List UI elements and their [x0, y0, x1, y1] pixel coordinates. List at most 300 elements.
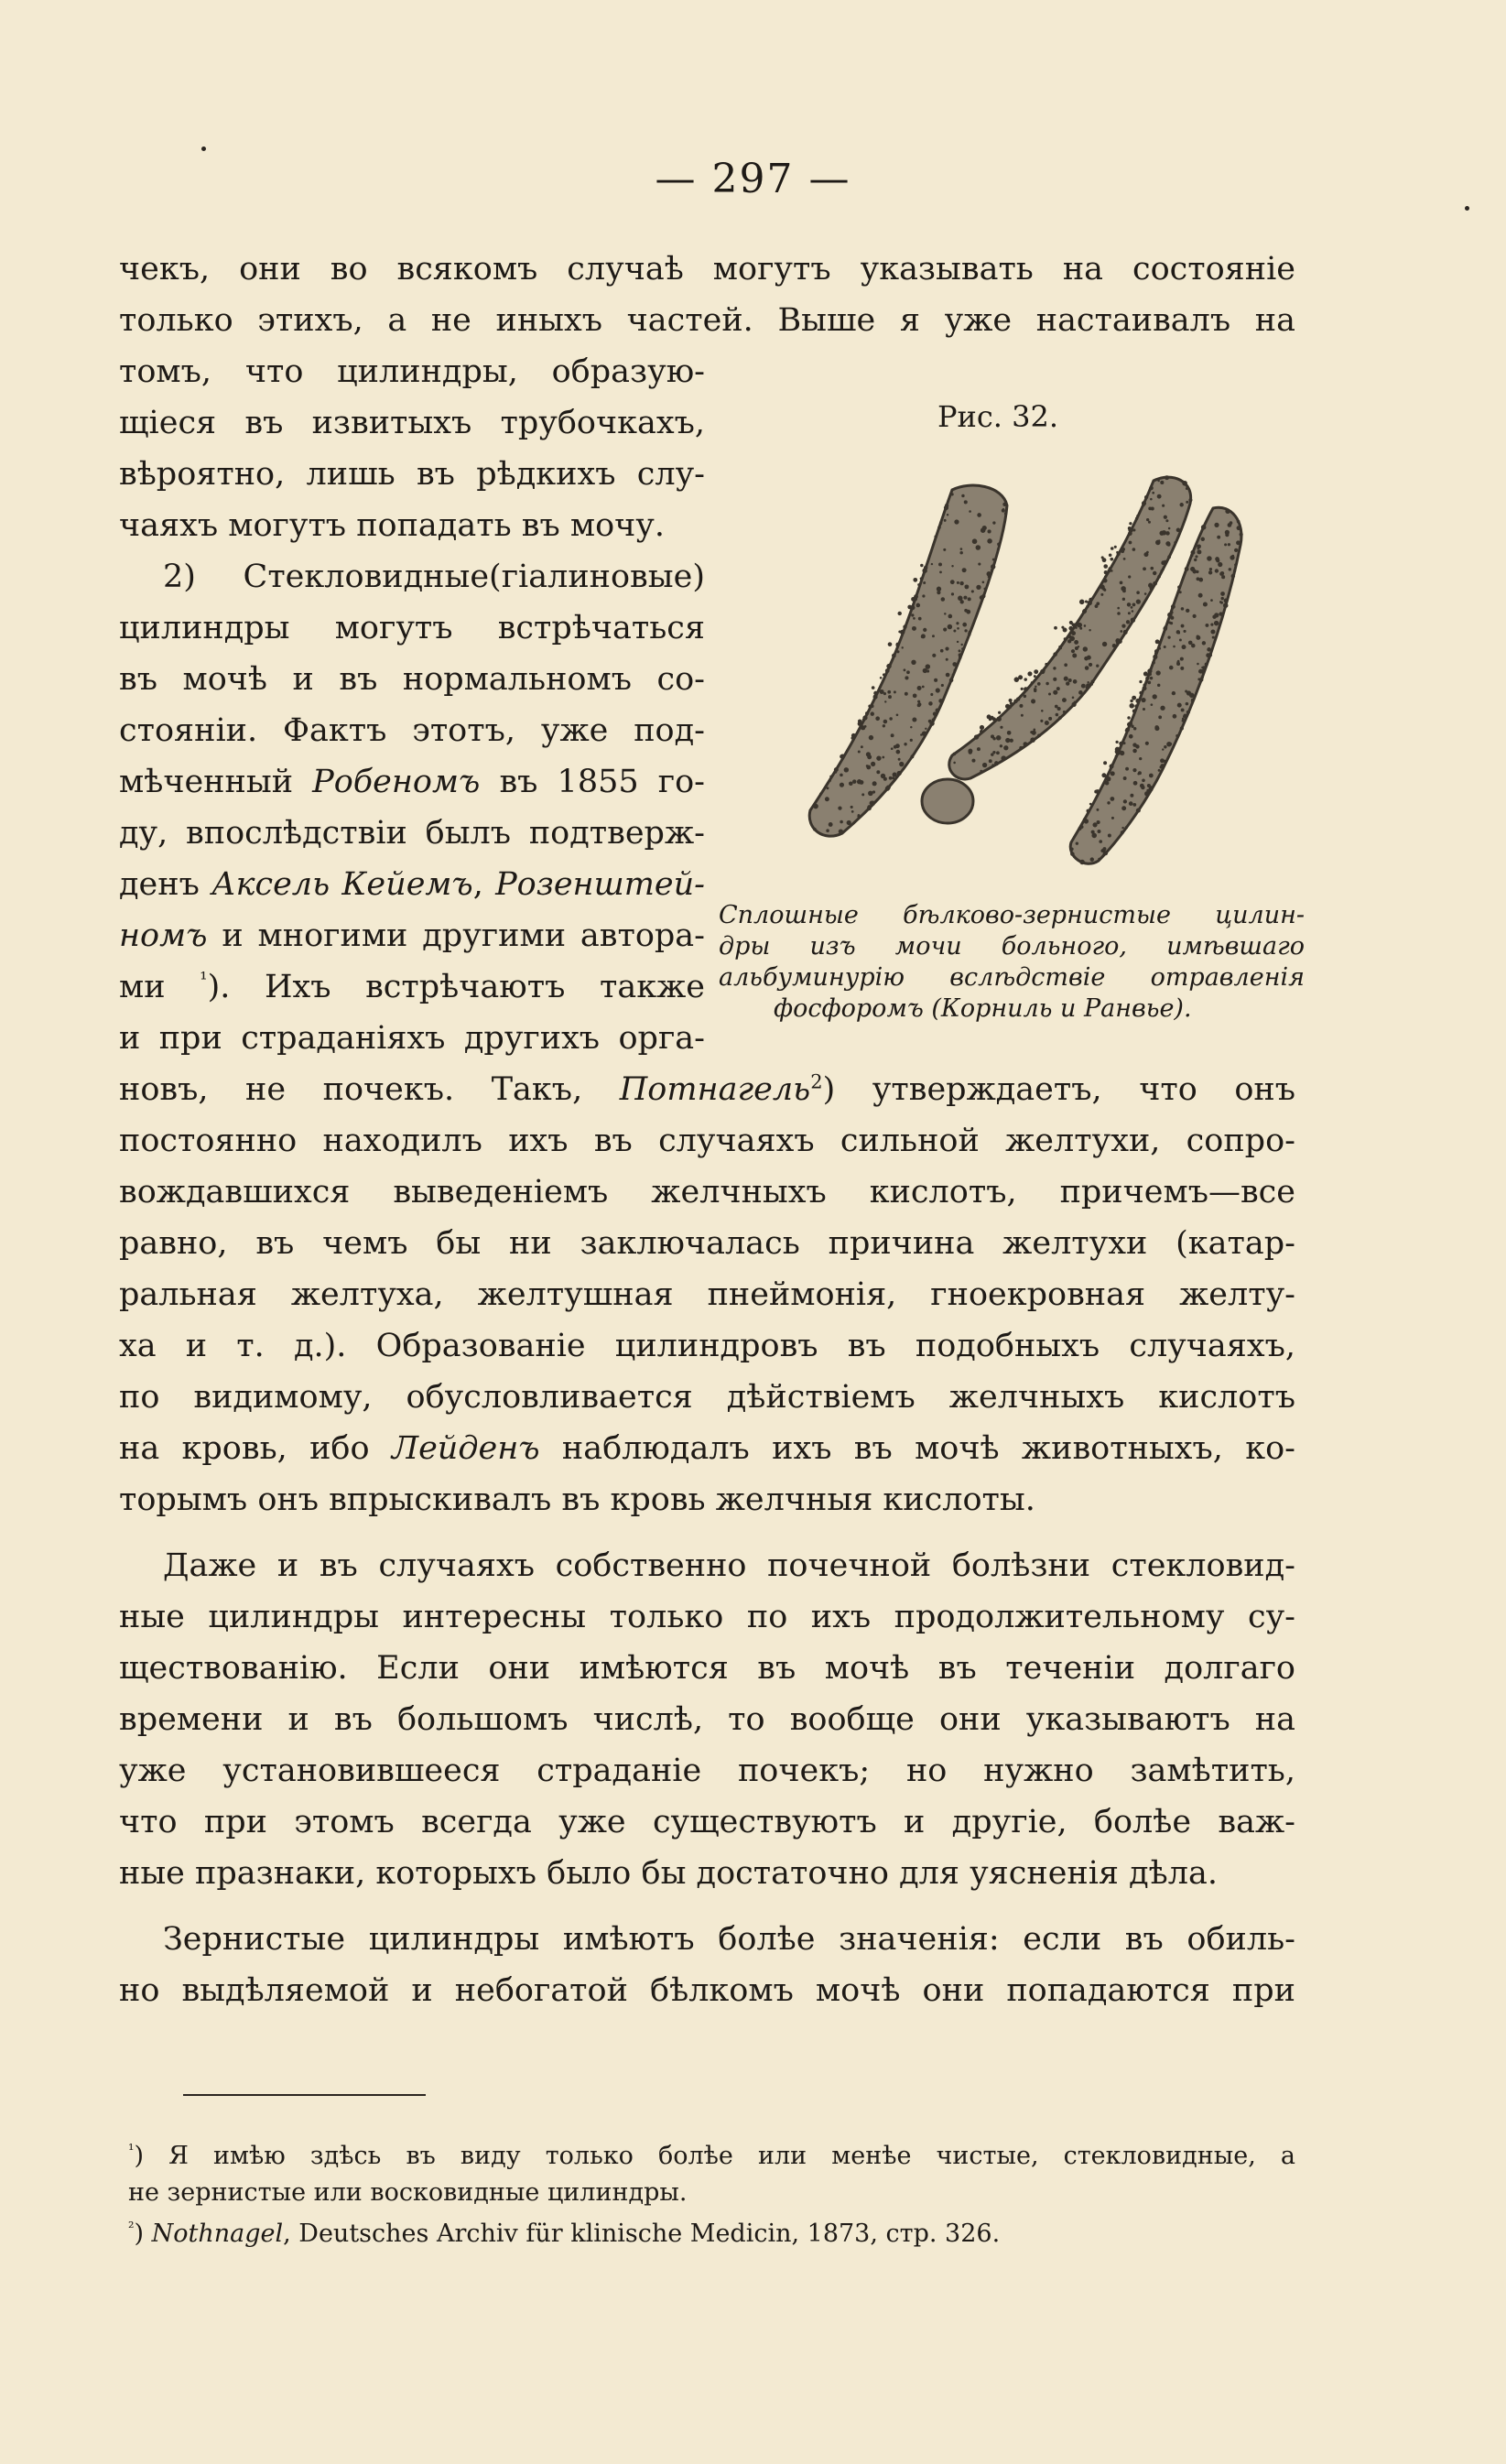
stipple-dot: [1149, 486, 1154, 491]
stipple-dot: [938, 699, 943, 703]
stipple-dot: [923, 570, 926, 572]
stipple-dot: [1215, 569, 1219, 572]
stipple-dot: [1131, 725, 1133, 728]
stipple-dot: [1164, 560, 1167, 564]
text-span: и многими другими автора-: [207, 917, 705, 954]
stipple-dot: [1234, 563, 1237, 566]
stipple-dot: [922, 686, 925, 689]
stipple-dot: [917, 686, 922, 690]
stipple-dot: [977, 513, 981, 517]
text-line: [119, 1796, 1295, 1848]
stipple-dot: [827, 787, 829, 789]
stipple-dot: [1197, 548, 1198, 549]
stipple-dot: [1101, 556, 1104, 559]
stipple-dot: [1121, 806, 1126, 810]
stipple-dot: [1101, 773, 1106, 777]
stipple-dot: [905, 692, 908, 696]
stipple-dot: [1035, 686, 1036, 688]
stipple-dot: [869, 735, 873, 740]
stipple-dot: [826, 829, 829, 832]
stipple-dot: [1205, 663, 1208, 667]
stipple-dot: [976, 545, 981, 550]
stipple-dot: [1101, 581, 1103, 583]
stipple-dot: [1158, 769, 1161, 772]
stipple-dot: [996, 751, 1000, 754]
stipple-dot: [834, 767, 839, 772]
stipple-dot: [1200, 669, 1205, 674]
stipple-dot: [1116, 551, 1119, 554]
stipple-dot: [858, 814, 861, 817]
stipple-dot: [987, 538, 992, 544]
stipple-dot: [1095, 789, 1100, 794]
stipple-dot: [969, 630, 971, 633]
stipple-dot: [1231, 555, 1234, 558]
stipple-dot: [1132, 768, 1136, 772]
stipple-dot: [1135, 517, 1138, 520]
stipple-dot: [991, 764, 993, 765]
stipple-dot: [1157, 494, 1162, 499]
stipple-dot: [1056, 687, 1060, 690]
stipple-dot: [1130, 703, 1135, 709]
stipple-dot: [1129, 801, 1133, 806]
stipple-dot: [897, 771, 902, 776]
stipple-dot: [891, 747, 894, 750]
stipple-dot: [1077, 623, 1082, 628]
text-span: ха и т. д.). Образованіе цилиндровъ въ подобныхъ случаяхъ,: [119, 1328, 1295, 1364]
stipple-dot: [829, 822, 833, 827]
stipple-dot: [1004, 512, 1007, 515]
text-line: [119, 449, 705, 500]
stipple-dot: [1182, 718, 1185, 721]
text-span: мѣченный: [119, 764, 313, 800]
stipple-dot: [1130, 700, 1132, 702]
stipple-dot: [989, 759, 992, 763]
stipple-dot: [920, 578, 923, 581]
stipple-dot: [1153, 581, 1157, 586]
stipple-dot: [1165, 475, 1169, 480]
stipple-dot: [959, 581, 963, 585]
stipple-dot: [1168, 622, 1171, 624]
stipple-dot: [844, 767, 849, 772]
stipple-dot: [1186, 487, 1188, 490]
stipple-dot: [1111, 570, 1113, 572]
stipple-dot: [1179, 503, 1183, 506]
stipple-dot: [1123, 736, 1126, 739]
stipple-dot: [1202, 641, 1206, 645]
stipple-dot: [1197, 663, 1199, 666]
stipple-dot: [1170, 616, 1174, 620]
stipple-dot: [1114, 546, 1117, 548]
stipple-dot: [1237, 520, 1241, 524]
stipple-dot: [1110, 558, 1113, 561]
stipple-dot: [936, 688, 940, 692]
stipple-dot: [1237, 526, 1241, 530]
italic-name: Nothnagel: [151, 2220, 284, 2248]
stipple-dot: [980, 595, 984, 600]
stipple-dot: [1103, 851, 1108, 855]
text-line: [119, 1745, 1295, 1796]
stipple-dot: [959, 653, 962, 657]
italic-name: Робеномъ: [312, 764, 481, 800]
stipple-dot: [1191, 700, 1194, 702]
stipple-dot: [953, 762, 956, 765]
stipple-dot: [1089, 629, 1090, 631]
stipple-dot: [1180, 657, 1184, 661]
text-span: томъ, что цилиндры, образую-: [119, 353, 705, 390]
stipple-dot: [829, 779, 831, 782]
stipple-dot: [1024, 678, 1026, 680]
stipple-dot: [1071, 649, 1075, 653]
stipple-dot: [1053, 652, 1057, 657]
text-span: постоянно находилъ ихъ въ случаяхъ сильной желтухи, сопро-: [119, 1123, 1295, 1159]
stipple-dot: [860, 780, 864, 785]
stipple-dot: [1171, 604, 1176, 609]
stipple-dot: [1182, 720, 1185, 722]
stipple-dot: [1197, 549, 1201, 554]
stipple-dot: [1145, 742, 1149, 745]
stipple-dot: [1053, 667, 1056, 669]
stipple-dot: [872, 781, 877, 786]
stipple-dot: [1150, 677, 1153, 679]
stipple-dot: [1135, 699, 1140, 703]
stipple-dot: [1131, 606, 1133, 609]
stipple-dot: [1181, 607, 1185, 611]
stipple-dot: [997, 548, 1000, 551]
text-span: новъ, не почекъ. Такъ,: [119, 1071, 620, 1108]
stipple-dot: [1192, 570, 1197, 574]
stipple-dot: [1067, 639, 1071, 643]
stipple-dot: [871, 762, 875, 766]
text-span: времени и въ большомъ числѣ, то вообще они указываютъ на: [119, 1701, 1295, 1738]
stipple-dot: [1078, 690, 1083, 695]
stipple-dot: [1143, 505, 1145, 507]
stipple-dot: [1157, 684, 1160, 687]
text-span: щіеся въ извитыхъ трубочкахъ,: [119, 405, 705, 441]
stipple-dot: [1212, 615, 1216, 619]
text-span: торымъ онъ впрыскивалъ въ кровь желчныя кислоты.: [119, 1482, 1035, 1518]
stipple-dot: [1198, 578, 1203, 582]
stipple-dot: [1070, 847, 1074, 851]
stipple-dot: [910, 726, 912, 728]
stipple-dot: [885, 668, 890, 673]
stipple-dot: [1034, 669, 1038, 674]
stipple-dot: [1144, 495, 1148, 499]
stipple-dot: [865, 711, 869, 715]
stipple-dot: [1123, 776, 1127, 780]
stipple-dot: [1103, 761, 1107, 765]
stipple-dot: [971, 759, 975, 763]
stipple-dot: [1076, 841, 1078, 844]
stipple-dot: [1190, 554, 1194, 558]
stipple-dot: [1121, 827, 1123, 829]
stipple-dot: [1194, 559, 1197, 561]
text-line: [119, 1218, 1295, 1269]
stipple-dot: [961, 647, 964, 650]
stipple-dot: [1002, 509, 1005, 513]
stipple-dot: [840, 754, 844, 757]
stipple-dot: [1019, 704, 1023, 708]
stipple-dot: [982, 526, 987, 530]
stipple-dot: [1177, 585, 1181, 589]
stipple-dot: [1000, 726, 1002, 729]
stipple-dot: [1164, 646, 1166, 648]
stipple-dot: [883, 720, 888, 724]
stipple-dot: [1111, 547, 1114, 550]
stipple-dot: [868, 704, 871, 707]
stipple-dot: [1107, 801, 1110, 804]
stipple-dot: [896, 650, 899, 653]
stipple-dot: [949, 678, 954, 683]
stipple-dot: [1053, 690, 1057, 695]
stipple-dot: [1154, 649, 1158, 653]
text-line: [119, 1694, 1295, 1745]
stipple-dot: [1152, 492, 1154, 494]
stipple-dot: [1128, 612, 1131, 614]
stipple-dot: [1110, 764, 1114, 768]
stipple-dot: [1173, 714, 1177, 719]
text-line: [119, 1013, 705, 1064]
stipple-dot: [1207, 556, 1212, 561]
stipple-dot: [1180, 667, 1184, 670]
stipple-dot: [1104, 575, 1107, 578]
stipple-dot: [872, 686, 875, 689]
stipple-dot: [840, 774, 843, 777]
stipple-dot: [1139, 691, 1143, 695]
stipple-dot: [1231, 574, 1236, 579]
stipple-dot: [905, 676, 908, 679]
stipple-dot: [851, 810, 854, 813]
stipple-dot: [1005, 704, 1010, 709]
italic-name: Аксель Кейемъ: [211, 866, 473, 903]
stipple-dot: [1147, 784, 1151, 787]
stipple-dot: [1203, 602, 1208, 606]
stipple-dot: [1089, 663, 1092, 667]
stipple-dot: [943, 627, 947, 631]
stipple-dot: [992, 751, 995, 754]
stipple-dot: [1045, 729, 1046, 731]
stipple-dot: [962, 623, 967, 627]
stipple-dot: [991, 734, 994, 738]
stipple-dot: [1181, 624, 1185, 628]
stipple-dot: [1143, 708, 1145, 711]
text-line: [119, 808, 705, 859]
stipple-dot: [964, 629, 967, 632]
stipple-dot: [882, 756, 884, 759]
text-span: денъ: [119, 866, 212, 903]
stipple-dot: [1210, 629, 1215, 634]
stipple-dot: [1064, 637, 1067, 640]
stipple-dot: [1129, 734, 1133, 739]
stipple-dot: [851, 737, 853, 740]
stipple-dot: [887, 690, 891, 694]
stipple-dot: [1132, 803, 1136, 807]
stipple-dot: [921, 634, 926, 638]
stipple-dot: [1139, 680, 1142, 683]
stipple-dot: [1176, 734, 1178, 737]
stipple-dot: [1153, 694, 1157, 699]
stipple-dot: [1162, 748, 1164, 750]
stipple-dot: [899, 762, 904, 766]
stipple-dot: [959, 551, 962, 554]
stipple-dot: [1131, 618, 1135, 623]
stipple-dot: [1212, 636, 1215, 639]
stipple-dot: [1128, 727, 1130, 729]
stipple-dot: [1063, 711, 1066, 713]
stipple-dot: [1066, 681, 1069, 685]
stipple-dot: [944, 519, 947, 522]
stipple-dot: [886, 785, 891, 789]
stipple-dot: [1186, 609, 1189, 613]
stipple-dot: [978, 562, 981, 565]
body-line: только этихъ, а не иныхъ частей. Выше я уже настаивалъ на: [119, 302, 1295, 339]
stipple-dot: [839, 829, 843, 833]
italic-name: Потнагель: [619, 1071, 811, 1108]
stipple-dot: [873, 695, 878, 700]
stipple-dot: [1177, 660, 1180, 663]
stipple-dot: [1089, 598, 1092, 602]
cylinder-left: [809, 485, 1007, 836]
stipple-dot: [1125, 826, 1128, 829]
stipple-dot: [974, 734, 979, 739]
stipple-dot: [1197, 635, 1199, 638]
stipple-dot: [964, 584, 969, 589]
caption-line: дры изъ мочи больного, имѣвшаго: [719, 932, 1305, 961]
stipple-dot: [1219, 601, 1222, 603]
stipple-dot: [1041, 710, 1044, 712]
stipple-dot: [1188, 498, 1192, 502]
stipple-dot: [980, 730, 983, 733]
stipple-dot: [1123, 630, 1126, 633]
stipple-dot: [960, 548, 963, 550]
stipple-dot: [1186, 702, 1189, 706]
stipple-dot: [932, 635, 935, 637]
text-span: ми: [119, 969, 200, 1005]
stipple-dot: [1176, 528, 1181, 533]
stipple-dot: [874, 691, 878, 695]
stipple-dot: [1110, 797, 1114, 801]
stipple-dot: [840, 820, 843, 824]
stipple-dot: [898, 758, 901, 761]
stipple-dot: [1230, 521, 1233, 525]
stipple-dot: [895, 643, 899, 646]
text-line: [119, 1320, 1295, 1372]
stipple-dot: [894, 690, 896, 693]
stipple-dot: [994, 762, 998, 765]
stipple-dot: [1207, 647, 1211, 652]
stipple-dot: [1048, 692, 1051, 695]
stipple-dot: [961, 494, 964, 497]
stipple-dot: [1234, 548, 1238, 552]
stipple-dot: [866, 765, 871, 770]
stipple-dot: [876, 755, 881, 760]
stipple-dot: [871, 711, 874, 715]
stipple-dot: [1086, 809, 1089, 813]
stipple-dot: [866, 752, 871, 756]
stipple-dot: [1123, 742, 1126, 744]
stipple-dot: [1136, 809, 1141, 813]
stipple-dot: [910, 754, 914, 758]
stipple-dot: [1143, 671, 1148, 676]
text-line: [119, 654, 705, 705]
stipple-dot: [1074, 640, 1078, 645]
stipple-dot: [1160, 765, 1164, 769]
stipple-dot: [1007, 731, 1012, 735]
stipple-dot: [1115, 741, 1118, 744]
stipple-dot: [1224, 598, 1229, 602]
text-line: [119, 1064, 1295, 1115]
stipple-dot: [1086, 605, 1089, 608]
stipple-dot: [1123, 558, 1126, 560]
stipple-dot: [945, 646, 948, 650]
stipple-dot: [1027, 671, 1032, 676]
stipple-dot: [1091, 833, 1097, 839]
stipple-dot: [971, 590, 974, 592]
stipple-dot: [883, 673, 885, 676]
stipple-dot: [1176, 630, 1180, 634]
stipple-dot: [902, 646, 904, 648]
figure-illustration: [787, 458, 1263, 879]
stipple-dot: [1000, 744, 1002, 747]
stipple-dot: [1158, 715, 1162, 719]
stipple-dot: [1162, 530, 1166, 535]
stipple-dot: [888, 642, 893, 646]
stipple-dot: [1202, 538, 1205, 541]
text-span: Даже и въ случаяхъ собственно почечной болѣзни стекловид-: [163, 1547, 1295, 1584]
stipple-dot: [977, 747, 981, 751]
footnote-mark: ²: [128, 2219, 135, 2236]
stipple-dot: [1199, 678, 1204, 682]
stipple-dot: [951, 493, 954, 495]
stipple-dot: [1214, 621, 1219, 626]
stipple-dot: [1163, 626, 1167, 631]
stipple-dot: [1089, 803, 1092, 806]
stipple-dot: [934, 678, 937, 682]
text-line: [119, 1591, 1295, 1643]
stipple-dot: [1160, 570, 1163, 572]
stipple-dot: [1164, 745, 1166, 748]
stipple-dot: [1037, 682, 1041, 686]
stipple-dot: [1061, 626, 1064, 629]
stipple-dot: [963, 596, 967, 600]
stipple-dot: [1186, 514, 1187, 516]
stipple-dot: [924, 566, 927, 570]
stipple-dot: [1179, 639, 1182, 642]
stipple-dot: [1099, 840, 1102, 843]
stipple-dot: [1064, 663, 1067, 667]
stipple-dot: [953, 629, 956, 632]
stipple-dot: [1084, 657, 1089, 661]
stipple-dot: [1228, 543, 1230, 546]
stipple-dot: [1128, 526, 1132, 530]
stipple-dot: [917, 702, 921, 706]
stipple-dot: [1219, 612, 1222, 615]
stipple-dot: [1186, 501, 1188, 504]
stipple-dot: [952, 673, 955, 676]
stipple-dot: [1086, 683, 1090, 688]
text-line: [119, 1372, 1295, 1423]
stipple-dot: [1034, 738, 1035, 740]
stipple-dot: [948, 614, 952, 619]
stipple-dot: [1185, 690, 1187, 693]
text-line: [119, 961, 705, 1013]
stipple-dot: [1116, 644, 1119, 646]
text-line: [119, 1540, 1295, 1591]
stipple-dot: [1129, 541, 1132, 545]
stipple-dot: [898, 630, 901, 633]
stipple-dot: [1102, 642, 1107, 646]
stipple-dot: [1148, 672, 1152, 676]
stipple-dot: [813, 804, 818, 809]
